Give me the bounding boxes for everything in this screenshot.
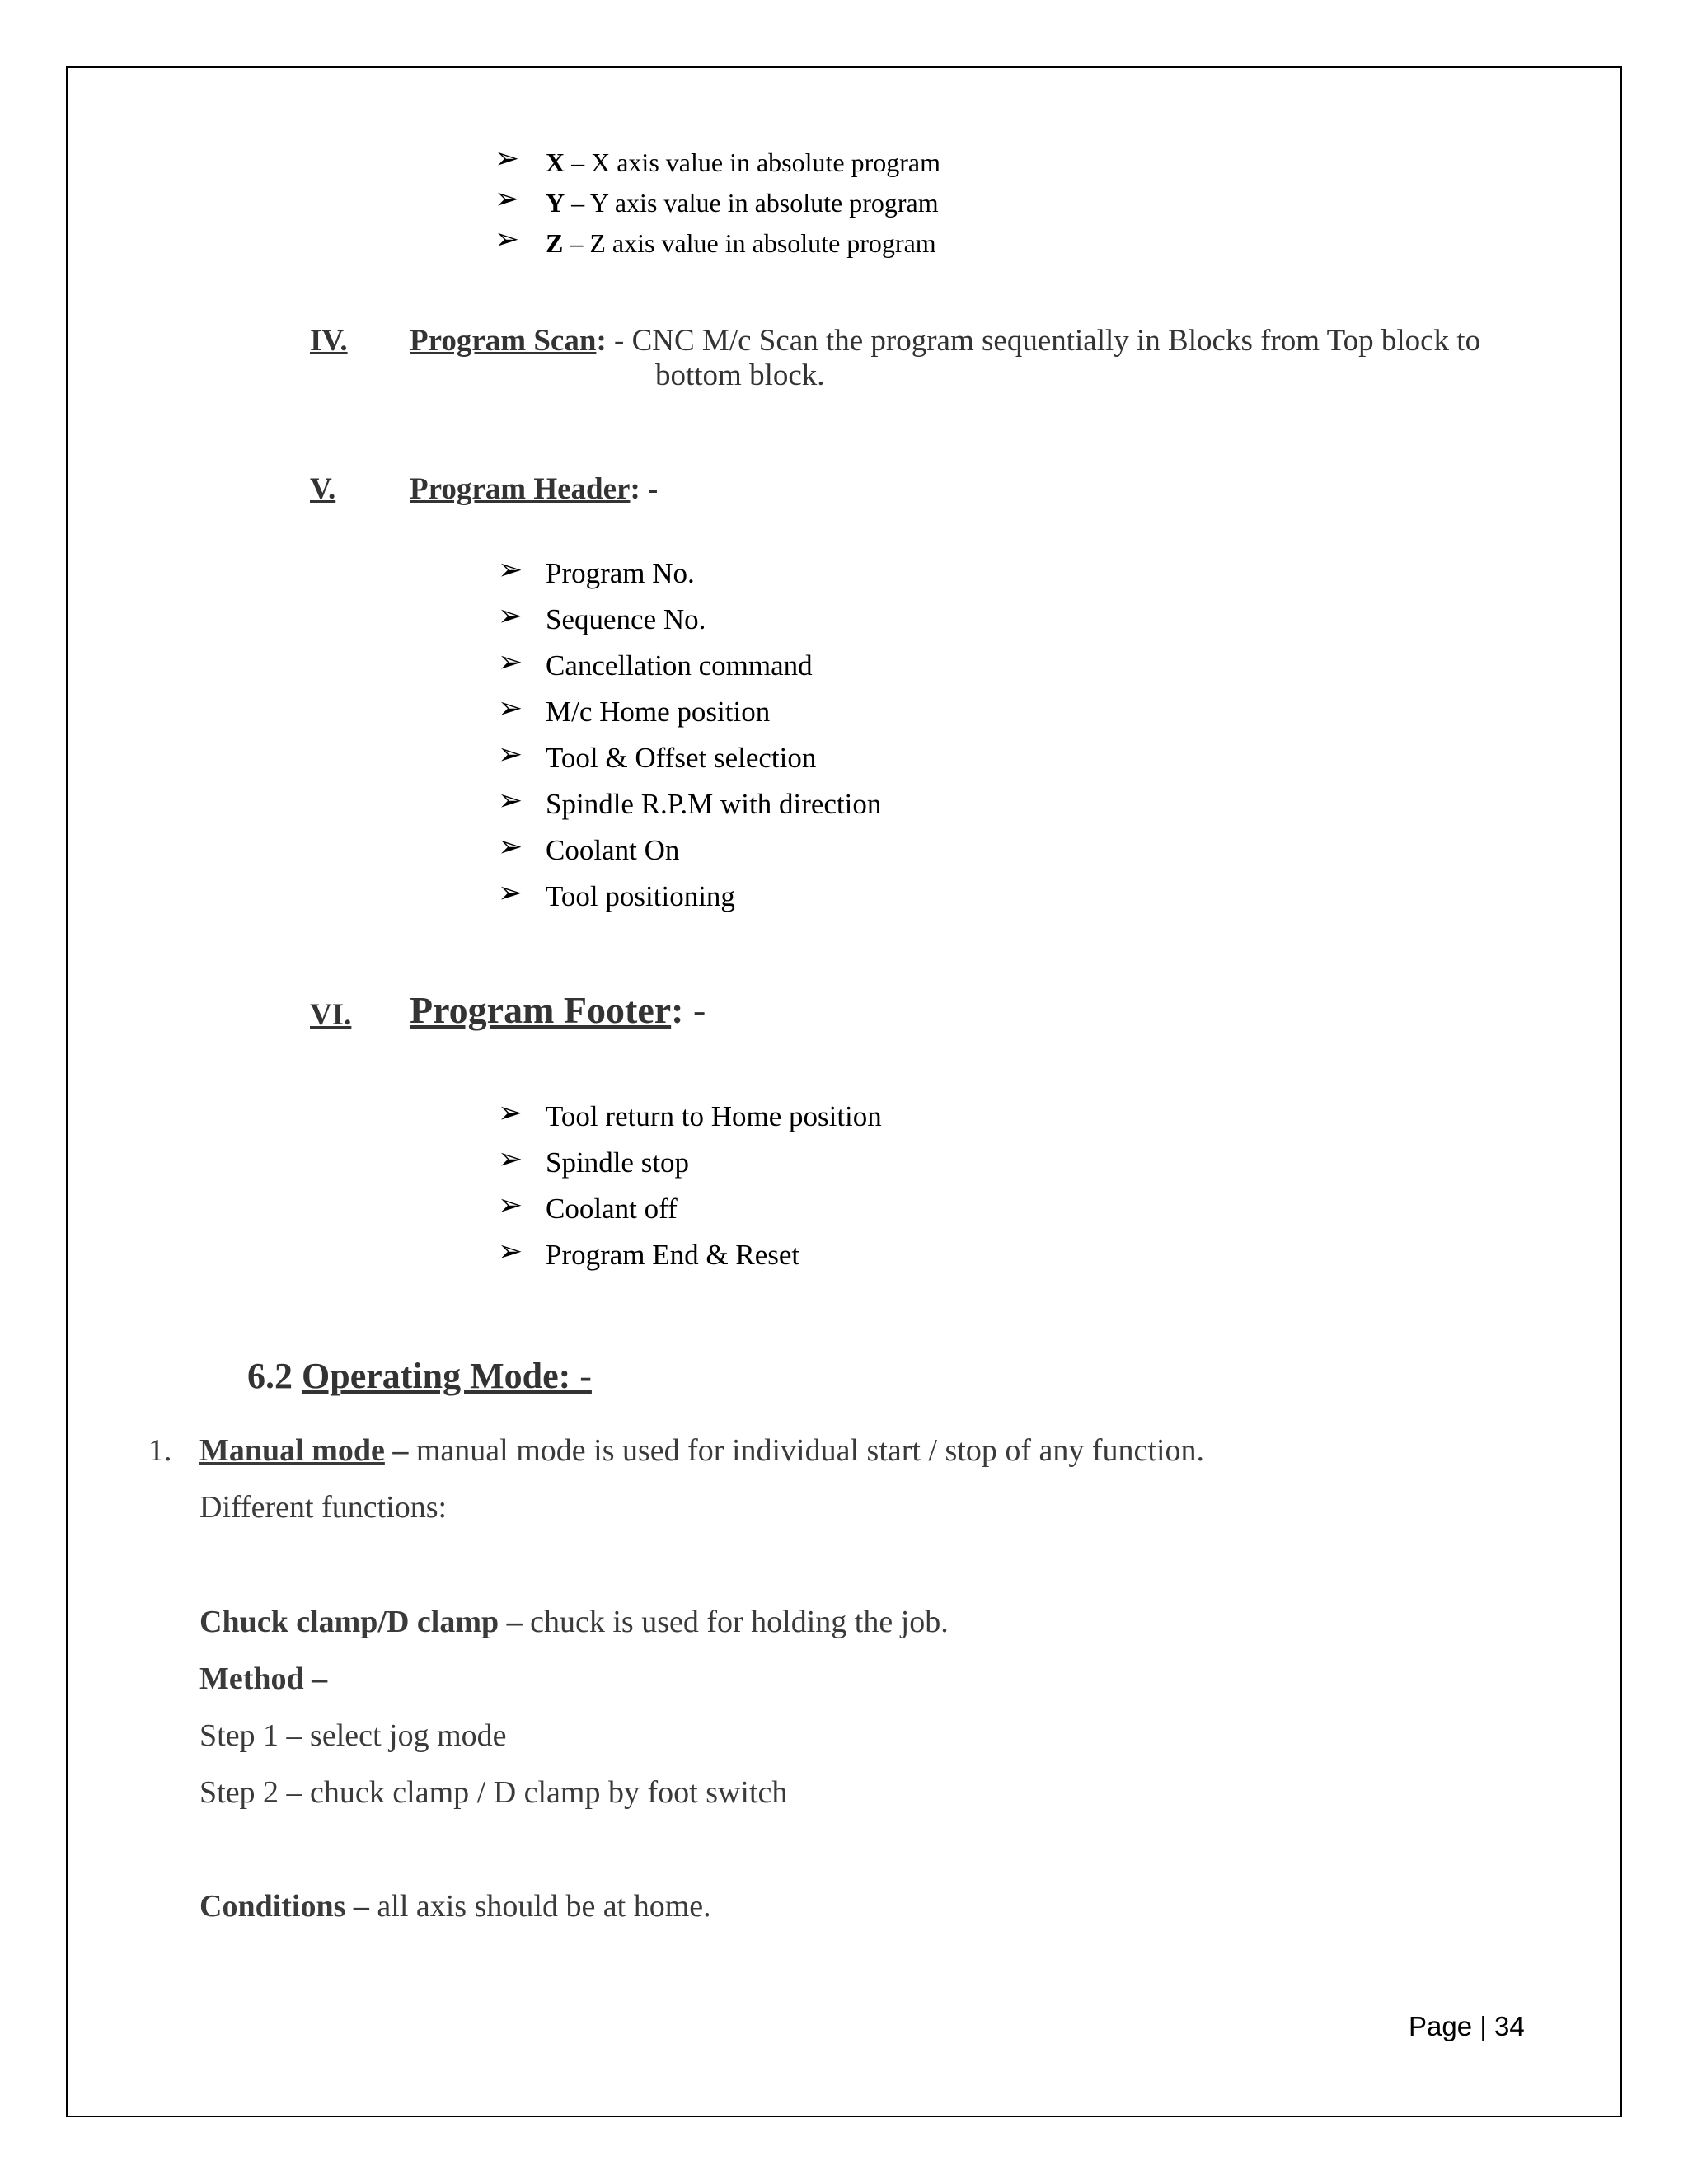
list-item: Tool return to Home position: [546, 1100, 882, 1132]
axis-text: – Y axis value in absolute program: [565, 188, 939, 218]
program-scan-text: CNC M/c Scan the program sequentially in Blocks from Top block to: [624, 324, 1481, 358]
arrow-bullet-icon: ➢: [498, 1096, 523, 1130]
arrow-bullet-icon: ➢: [495, 182, 520, 216]
arrow-bullet-icon: ➢: [498, 691, 523, 725]
operating-mode-heading: 6.2 Operating Mode: -: [247, 1356, 592, 1396]
section-number-vi: VI.: [310, 998, 352, 1032]
section-number-iv: IV.: [310, 324, 348, 358]
step-2-text: Step 2 – chuck clamp / D clamp by foot switch: [199, 1775, 788, 1810]
method-label: Method –: [199, 1661, 328, 1696]
conditions-line: Conditions – all axis should be at home.: [199, 1889, 711, 1924]
list-item: Coolant off: [546, 1193, 678, 1225]
section-number-v: V.: [310, 472, 336, 506]
list-item: Spindle R.P.M with direction: [546, 788, 882, 820]
axis-item: [546, 227, 936, 260]
program-scan-text-cont: bottom block.: [655, 359, 825, 392]
axis-key: X: [546, 148, 565, 177]
section-title-program-header: Program Header: -: [410, 472, 659, 506]
manual-mode-label: Manual mode: [199, 1433, 385, 1468]
chuck-clamp-line: Chuck clamp/D clamp – chuck is used for holding the job.: [199, 1605, 949, 1639]
arrow-bullet-icon: ➢: [498, 599, 523, 633]
conditions-label: Conditions –: [199, 1889, 369, 1924]
list-item: Cancellation command: [546, 649, 813, 682]
arrow-bullet-icon: ➢: [498, 1188, 523, 1222]
step-1-text: Step 1 – select jog mode: [199, 1718, 507, 1753]
axis-item: [546, 146, 940, 179]
arrow-bullet-icon: ➢: [498, 784, 523, 818]
arrow-bullet-icon: ➢: [498, 876, 523, 910]
axis-text: – X axis value in absolute program: [565, 148, 940, 177]
list-item: Spindle stop: [546, 1146, 690, 1179]
list-item: Program No.: [546, 557, 695, 589]
arrow-bullet-icon: ➢: [498, 553, 523, 587]
section-title-program-scan: Program Scan: [410, 324, 597, 358]
list-item: Coolant On: [546, 834, 680, 866]
axis-key: Y: [546, 188, 565, 218]
chuck-clamp-label: Chuck clamp/D clamp –: [199, 1605, 523, 1639]
page-number: Page | 34: [1409, 2011, 1525, 2041]
list-item: Sequence No.: [546, 603, 706, 635]
list-number: 1.: [148, 1433, 172, 1468]
arrow-bullet-icon: ➢: [498, 1235, 523, 1268]
section-title-program-footer: Program Footer: -: [410, 989, 706, 1031]
arrow-bullet-icon: ➢: [498, 1142, 523, 1176]
list-item: Program End & Reset: [546, 1239, 800, 1271]
manual-mode-line: Manual mode – manual mode is used for individual start / stop of any function.: [199, 1433, 1205, 1468]
list-item: M/c Home position: [546, 696, 771, 728]
arrow-bullet-icon: ➢: [495, 223, 520, 256]
arrow-bullet-icon: ➢: [498, 645, 523, 679]
axis-item: [546, 186, 939, 219]
arrow-bullet-icon: ➢: [495, 142, 520, 176]
arrow-bullet-icon: ➢: [498, 830, 523, 864]
axis-key: Z: [546, 228, 564, 258]
program-scan-line: Program Scan: - CNC M/c Scan the program sequentially in Blocks from Top block to: [410, 324, 1481, 358]
list-item: Tool positioning: [546, 880, 735, 912]
different-functions-text: Different functions:: [199, 1490, 448, 1525]
list-item: Tool & Offset selection: [546, 742, 817, 774]
arrow-bullet-icon: ➢: [498, 738, 523, 771]
axis-text: – Z axis value in absolute program: [563, 228, 936, 258]
